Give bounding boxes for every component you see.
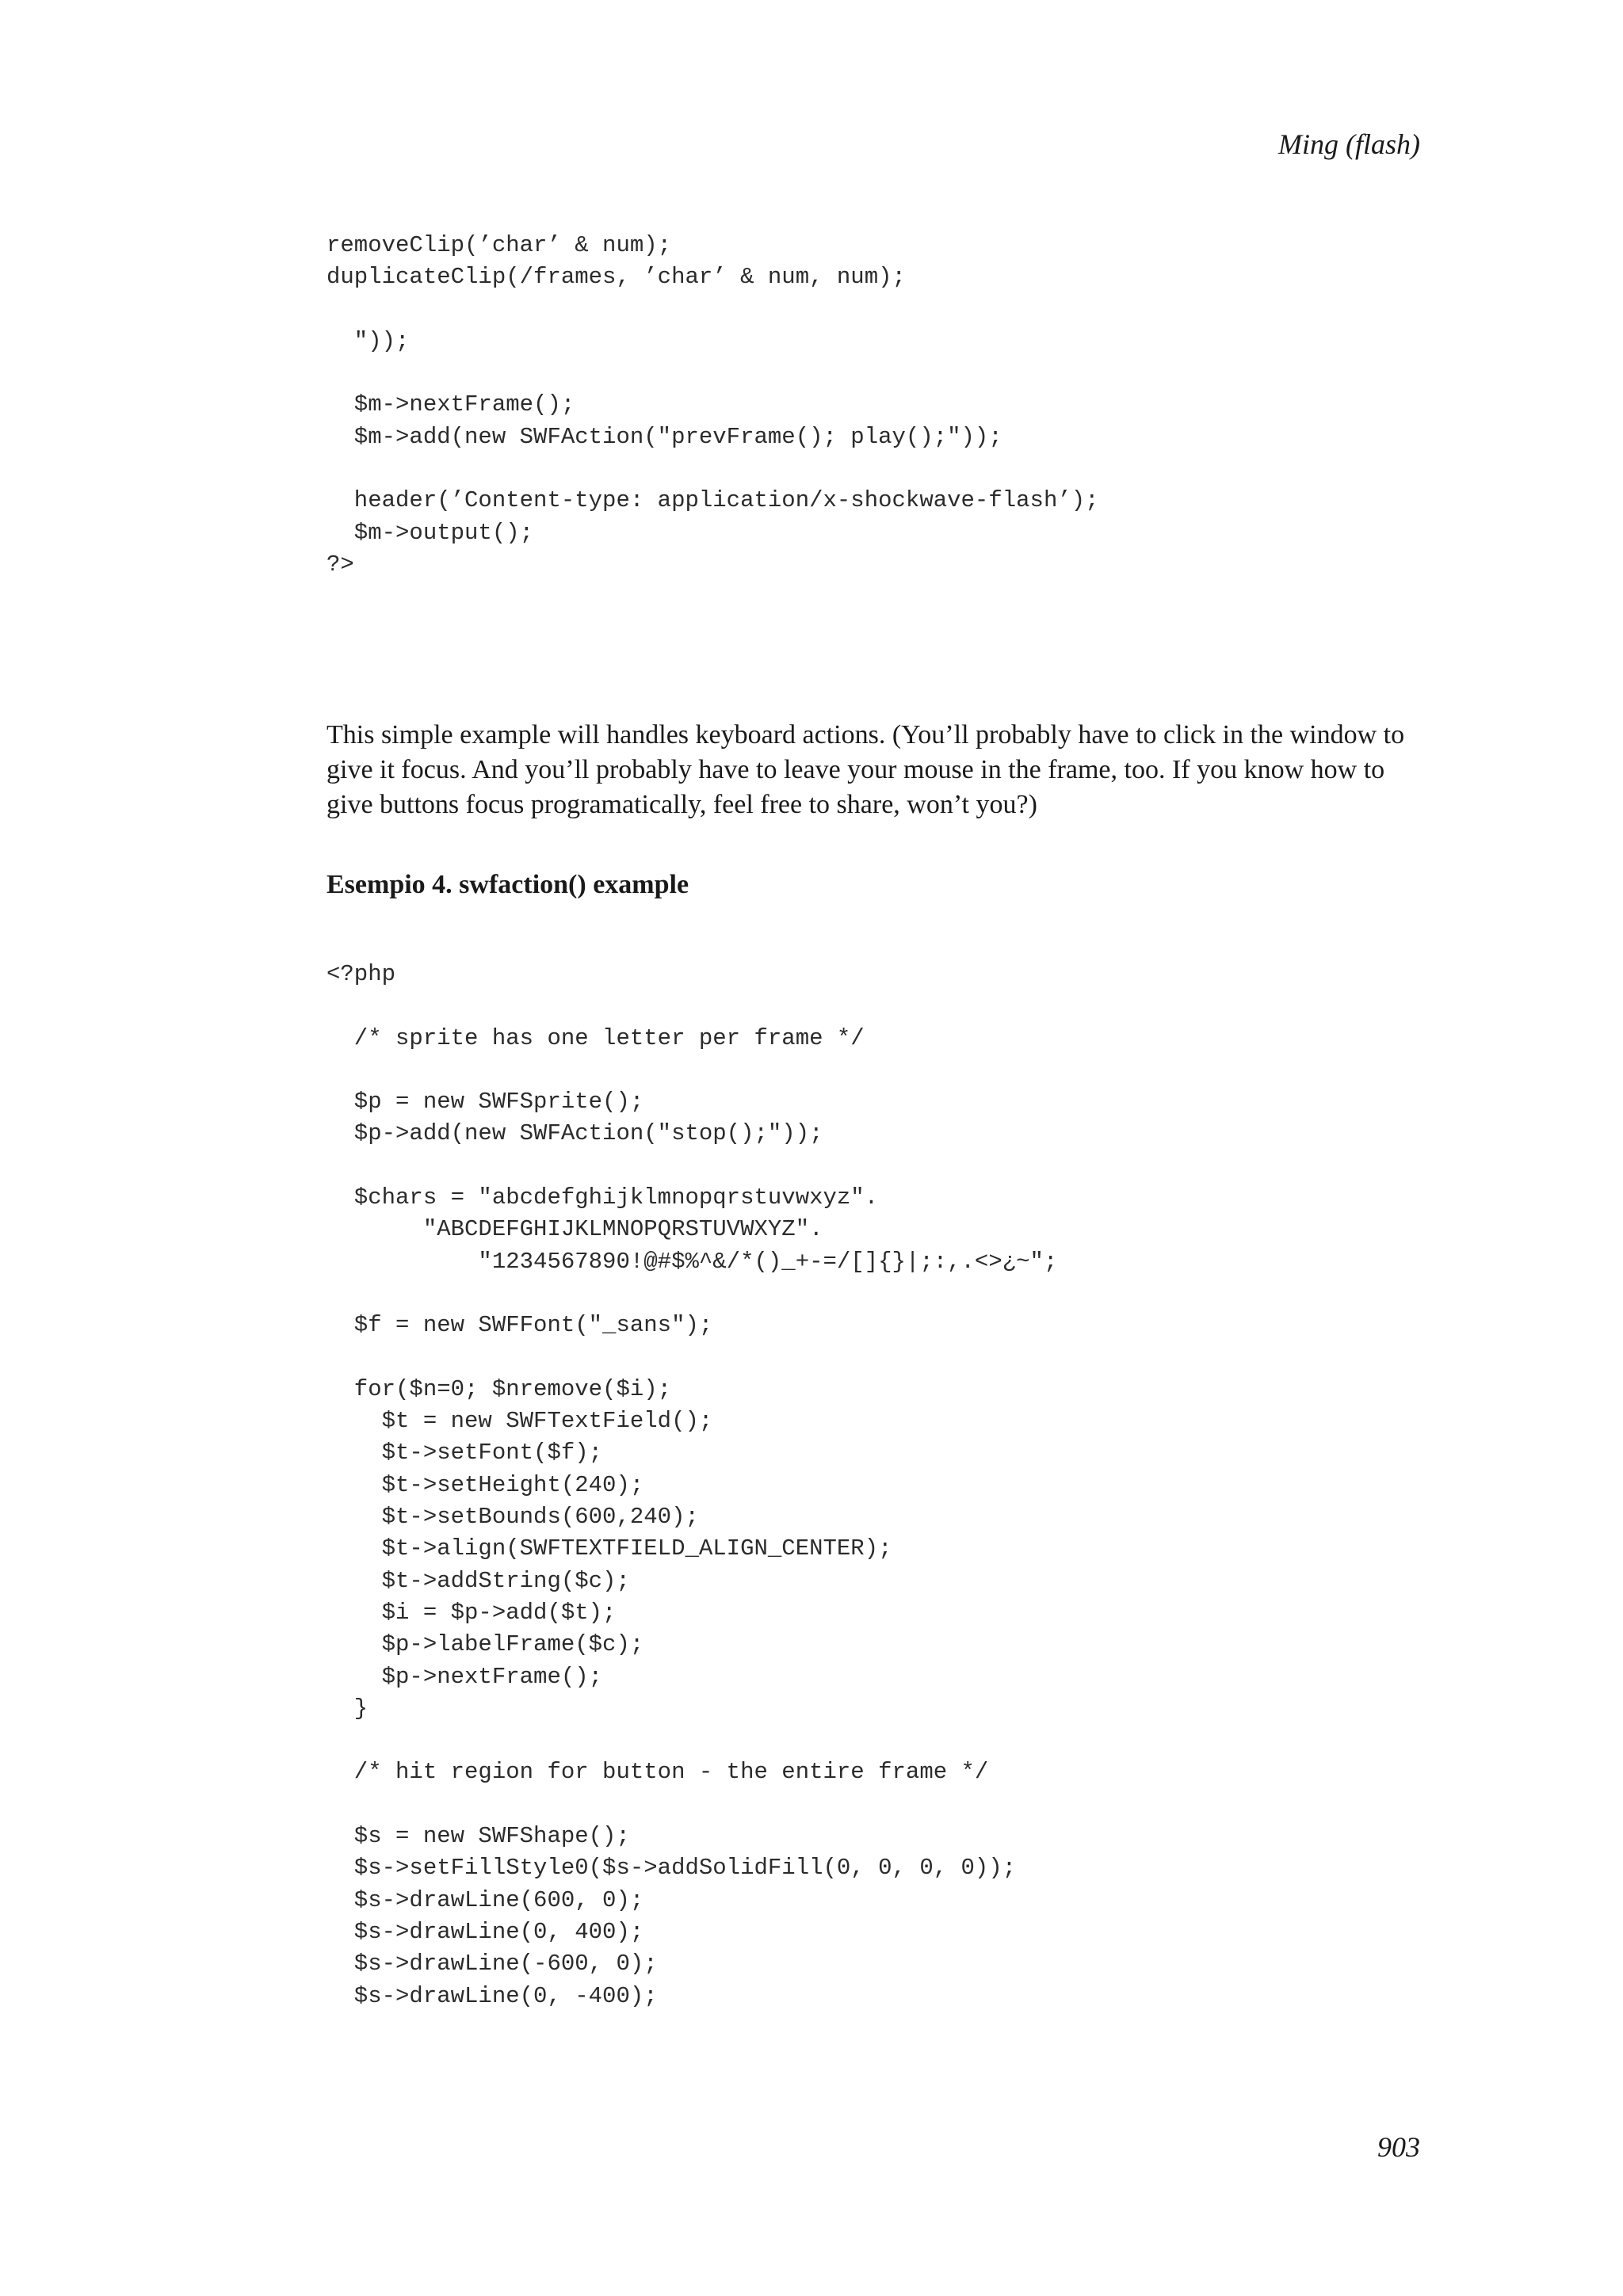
body-paragraph: This simple example will handles keyboard actions. (You’ll probably have to click in the window to give it focus. And you’ll probably have to leave your mouse in the frame, too. If you know how to give buttons focus programatically, feel free to share, won’t you?): [327, 720, 1405, 819]
code-block-swfaction-example: <?php /* sprite has one letter per frame */ $p = new SWFSprite(); $p->add(new SWFAction("stop();")); $chars = "abcdefghijklmnopqrstuvwxyz". "ABCDEFGHIJKLMNOPQRSTUVWXYZ". "1234567890!@#$%^&/*()_+-=/[]{}|;:,.<>¿~"; $f = new SWFFont("_sans"); for($n=0; $nremove($i); $t = new SWFTextField(); $t->setFont($f); $t->setHeight(240); $t->setBounds(600,240); $t->align(SWFTEXTFIELD_ALIGN_CENTER); $t->addString($c); $i = $p->add($t); $p->labelFrame($c); $p->nextFrame(); } /* hit region for button - the entire frame */ $s = new SWFShape(); $s->setFillStyle0($s->addSolidFill(0, 0, 0, 0)); $s->drawLine(600, 0); $s->drawLine(0, 400); $s->drawLine(-600, 0); $s->drawLine(0, -400);: [327, 961, 1058, 2009]
running-header-title: Ming (flash): [1278, 128, 1420, 160]
page-number: 903: [1377, 2131, 1420, 2163]
code-block-php-continuation: removeClip(’char’ & num); duplicateClip(/frames, ’char’ & num, num); ")); $m->nextFrame(); $m->add(new SWFAction("prevFrame(); play();")); header(’Content-type: application/x-shockwave-flash’); $m->output(); ?>: [327, 232, 1099, 578]
example-title: Esempio 4. swfaction() example: [327, 870, 689, 899]
